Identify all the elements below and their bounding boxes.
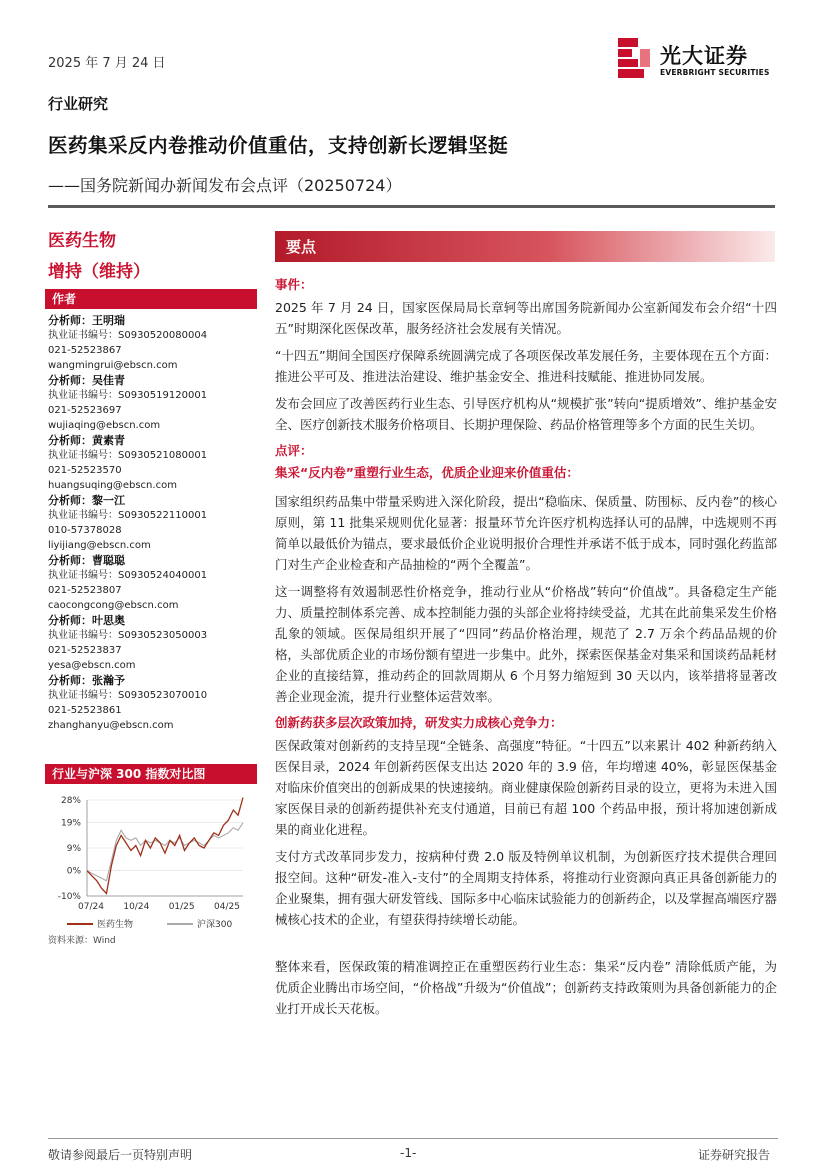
vbp-paragraph: 国家组织药品集中带量采购进入深化阶段，提出“稳临床、保质量、防围标、反内卷”的核心原则，第 11 批集采规则优化显著：报量环节允许医疗机构选择认可的品牌，中选规则不再简单以最低价为锚点，要求最低价企业说明报价合理性并承诺不低于成本，同时强化药监部门对生产企业检查和产品抽检的“两个全覆盖”。 (275, 494, 777, 572)
event-paragraph: 2025 年 7 月 24 日，国家医保局局长章轲等出席国务院新闻办公室新闻发布会介绍“十四五”时期深化医保改革，服务经济社会发展有关情况。 (275, 300, 777, 336)
analyst-entry (48, 313, 260, 373)
analyst-license: 执业证书编号：S0930523050003 (48, 630, 208, 641)
author-header: 作者 (45, 289, 257, 309)
analyst-phone: 021-52523807 (48, 585, 122, 596)
footer-divider (48, 1138, 778, 1139)
company-logo (618, 38, 778, 82)
everbright-logo-icon (618, 38, 650, 78)
analyst-email[interactable]: liyijiang@ebscn.com (48, 540, 151, 551)
x-tick-label: 10/24 (123, 902, 150, 912)
analyst-license: 执业证书编号：S0930521080001 (48, 450, 208, 461)
footer-report-type: 证券研究报告 (698, 1148, 771, 1162)
analyst-name: 分析师：黄素青 (48, 434, 125, 447)
analyst-name: 分析师：张瀚予 (48, 674, 125, 687)
title-divider (48, 205, 775, 208)
chart-source: 资料来源：Wind (48, 936, 116, 946)
report-date: 2025 年 7 月 24 日 (48, 56, 166, 71)
footer-disclaimer: 敬请参阅最后一页特别声明 (48, 1148, 193, 1162)
analyst-email[interactable]: caocongcong@ebscn.com (48, 600, 179, 611)
legend-label: 医药生物 (97, 920, 134, 930)
analyst-phone: 021-52523697 (48, 405, 122, 416)
analyst-phone: 010-57378028 (48, 525, 122, 536)
analyst-phone: 021-52523861 (48, 705, 122, 716)
conclusion-paragraph: 整体来看，医保政策的精准调控正在重塑医药行业生态：集采“反内卷” 清除低质产能，为优质企业腾出市场空间，“价格战”升级为“价值战”；创新药支持政策则为具备创新能力的企业打开成长天花板。 (275, 959, 777, 1016)
analyst-license: 执业证书编号：S0930523070010 (48, 690, 208, 701)
main-content (275, 275, 777, 1025)
x-tick-label: 07/24 (78, 902, 104, 912)
index-comparison-chart (45, 790, 257, 950)
chart-header: 行业与沪深 300 指数对比图 (45, 764, 257, 784)
chart-svg (45, 790, 257, 935)
analyst-email[interactable]: zhanghanyu@ebscn.com (48, 720, 174, 731)
analyst-entry (48, 553, 260, 613)
section-header-innovation: 创新药获多层次政策加持，研发实力成核心竞争力： (275, 715, 563, 730)
logo-english-name: EVERBRIGHT SECURITIES (660, 68, 770, 77)
innovation-paragraph: 支付方式改革同步发力，按病种付费 2.0 版及特例单议机制，为创新医疗技术提供合理回报空间。这种“研发-准入-支付”的全周期支持体系，将推动行业资源向真正具备创新能力的企业聚集，拥有强大研发管线、国际多中心临床试验能力的创新药企，以及掌握高端医疗器械核心技术的企业，有望获得持续增长动能。 (275, 849, 777, 927)
report-title: 医药集采反内卷推动价值重估，支持创新长逻辑坚挺 (48, 134, 509, 157)
analyst-license: 执业证书编号：S0930524040001 (48, 570, 208, 581)
y-tick-label: -10% (57, 892, 81, 902)
analyst-name: 分析师：王明瑞 (48, 314, 125, 327)
analyst-email[interactable]: wangmingrui@ebscn.com (48, 360, 178, 371)
analyst-email[interactable]: yesa@ebscn.com (48, 660, 136, 671)
event-paragraph: 发布会回应了改善医药行业生态、引导医疗机构从“规模扩张”转向“提质增效”、维护基金安全、医疗创新技术服务价格项目、长期护理保险、药品价格管理等多个方面的民生关切。 (275, 396, 777, 432)
innovation-paragraph: 医保政策对创新药的支持呈现“全链条、高强度”特征。“十四五”以来累计 402 种新药纳入医保目录，2024 年创新药医保支出达 2020 年的 3.9 倍，年均增速 40%，彰显医保基金对临床价值突出的创新成果的快速接纳。商业健康保险创新药目录的设立，更将为未进入国家医保目录的创新药提供补充支付通道，目前已有超 100 个药品申报，预计将加速创新成果的商业化进程。 (275, 738, 777, 837)
y-tick-label: 9% (66, 844, 81, 854)
page-number: -1- (400, 1146, 417, 1160)
analyst-name: 分析师：黎一江 (48, 494, 125, 507)
report-type: 行业研究 (48, 95, 109, 113)
y-tick-label: 19% (60, 818, 81, 829)
comment-header: 点评： (275, 443, 313, 458)
section-header-vbp: 集采“反内卷”重塑行业生态，优质企业迎来价值重估： (275, 465, 579, 480)
analyst-email[interactable]: huangsuqing@ebscn.com (48, 480, 177, 491)
analyst-entry (48, 673, 260, 733)
logo-chinese-name: 光大证券 (660, 44, 748, 68)
report-subtitle: ——国务院新闻办新闻发布会点评（20250724） (48, 176, 402, 195)
y-tick-label: 28% (60, 796, 81, 806)
x-tick-label: 01/25 (168, 902, 195, 912)
y-tick-label: 0% (66, 866, 81, 877)
event-header: 事件： (275, 277, 313, 292)
analyst-license: 执业证书编号：S0930519120001 (48, 390, 208, 401)
analyst-entry (48, 433, 260, 493)
analyst-phone: 021-52523570 (48, 465, 122, 476)
analyst-license: 执业证书编号：S0930522110001 (48, 510, 208, 521)
vbp-paragraph: 这一调整将有效遏制恶性价格竞争，推动行业从“价格战”转向“价值战”。具备稳定生产能力、质量控制体系完善、成本控制能力强的头部企业将持续受益，尤其在此前集采发生价格乱象的领域。医保局组织开展了“四同”药品价格治理，规范了 2.7 万余个药品品规的价格，头部优质企业的市场份额有望进一步集中。此外，探索医保基金对集采和国谈药品耗材企业的直接结算，推动药企的回款周期从 6 个月努力缩短到 30 天以内，该举措将显著改善企业现金流，提升行业整体运营效率。 (275, 584, 777, 704)
analyst-list (48, 313, 260, 733)
legend-label: 沪深300 (197, 920, 233, 930)
keypoints-banner (275, 231, 775, 262)
event-paragraph: “十四五”期间全国医疗保障系统圆满完成了各项医保改革发展任务，主要体现在五个方面：推进公平可及、推进法治建设、维护基金安全、推进科技赋能、推进协同发展。 (275, 348, 777, 384)
analyst-name: 分析师：曹聪聪 (48, 554, 125, 567)
analyst-name: 分析师：叶思奥 (48, 614, 125, 627)
analyst-email[interactable]: wujiaqing@ebscn.com (48, 420, 161, 431)
analyst-phone: 021-52523837 (48, 645, 122, 656)
analyst-name: 分析师：吴佳青 (48, 374, 125, 387)
keypoints-label: 要点 (286, 238, 317, 256)
sector-name: 医药生物 (48, 231, 116, 251)
analyst-entry (48, 493, 260, 553)
analyst-entry (48, 613, 260, 673)
analyst-phone: 021-52523867 (48, 345, 122, 356)
analyst-entry (48, 373, 260, 433)
analyst-license: 执业证书编号：S0930520080004 (48, 330, 208, 341)
x-tick-label: 04/25 (214, 902, 240, 912)
rating: 增持（维持） (48, 262, 150, 282)
